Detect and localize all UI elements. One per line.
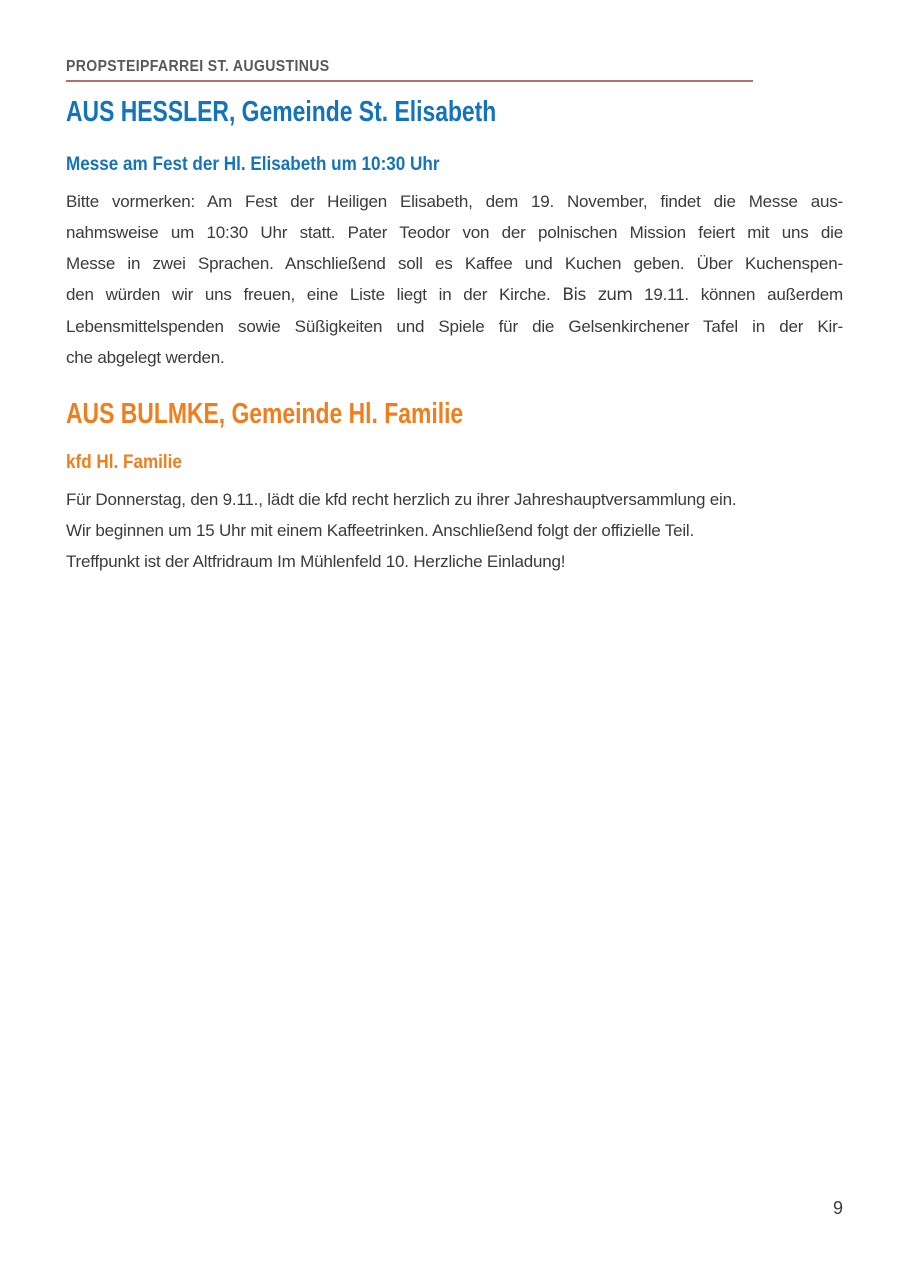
section-heading-hessler: AUS HESSLER, Gemeinde St. Elisabeth <box>66 96 497 128</box>
body-line: Für Donnerstag, den 9.11., lädt die kfd recht herzlich zu ihrer Jahreshauptversammlung ein. <box>66 490 737 509</box>
body-line: che abgelegt werden. <box>66 348 225 367</box>
section-bulmke <box>66 400 843 577</box>
body-line: Wir beginnen um 15 Uhr mit einem Kaffeetrinken. Anschließend folgt der offizielle Teil. <box>66 521 694 540</box>
article-body-messe <box>66 186 843 373</box>
body-line: Treffpunkt ist der Altfridraum Im Mühlenfeld 10. Herzliche Einladung! <box>66 552 566 571</box>
emphasized-text: Bis zum <box>562 285 633 305</box>
running-header-title: PROPSTEIPFARREI ST. AUGUSTINUS <box>66 58 330 75</box>
body-line: Lebensmittelspenden sowie Süßigkeiten und Spiele für die Gelsenkirchener Tafel in der Kir- <box>66 317 843 336</box>
section-heading-bulmke: AUS BULMKE, Gemeinde Hl. Familie <box>66 398 464 430</box>
article-subheading-kfd: kfd Hl. Familie <box>66 452 182 473</box>
body-line: nahmsweise um 10:30 Uhr statt. Pater Teodor von der polnischen Mission feiert mit uns die <box>66 223 843 242</box>
article-body-kfd <box>66 484 843 577</box>
body-line: Messe in zwei Sprachen. Anschließend soll es Kaffee und Kuchen geben. Über Kuchenspen- <box>66 254 843 273</box>
body-line: Bitte vormerken: Am Fest der Heiligen Elisabeth, dem 19. November, findet die Messe aus- <box>66 192 843 211</box>
section-hessler <box>66 98 843 373</box>
page-number: 9 <box>832 1198 843 1218</box>
body-line: den würden wir uns freuen, eine Liste liegt in der Kirche. Bis zum 19.11. können außerdem <box>66 285 843 305</box>
article-subheading-messe: Messe am Fest der Hl. Elisabeth um 10:30 Uhr <box>66 154 440 175</box>
running-header <box>66 58 753 82</box>
